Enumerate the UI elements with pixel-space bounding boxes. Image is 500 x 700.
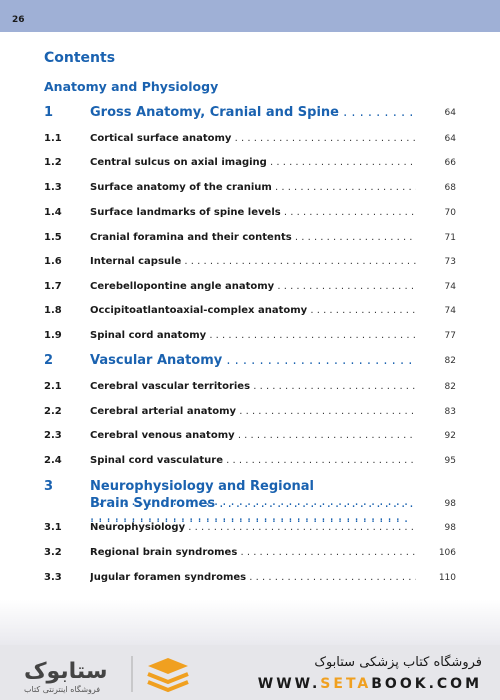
toc-title: Gross Anatomy, Cranial and Spine <box>90 105 339 120</box>
page-fade <box>0 600 500 645</box>
toc-number: 1.6 <box>44 256 62 267</box>
header-bar <box>0 0 500 32</box>
toc-page: 95 <box>444 456 456 466</box>
toc-number: 1.7 <box>44 281 62 292</box>
toc-number: 1.5 <box>44 232 62 243</box>
toc-entry[interactable] <box>44 131 456 147</box>
toc-title: Spinal cord anatomy <box>90 330 207 341</box>
toc-title: Cerebellopontine angle anatomy <box>90 281 275 292</box>
toc-page: 82 <box>444 382 456 392</box>
toc-page: 64 <box>444 134 456 144</box>
toc-title: Spinal cord vasculature <box>90 455 223 466</box>
url-suffix: BOOK.COM <box>371 676 482 692</box>
logo-mark: ستابوک <box>24 659 108 684</box>
toc-entry[interactable] <box>44 428 456 444</box>
toc-page: 73 <box>444 257 456 267</box>
section-heading: Anatomy and Physiology <box>44 79 219 94</box>
toc-number: 1.4 <box>44 207 62 218</box>
toc-chapter[interactable] <box>44 353 456 369</box>
toc-entry[interactable] <box>44 453 456 469</box>
toc-title: Jugular foramen syndromes <box>90 572 247 583</box>
setabook-logo <box>20 652 198 696</box>
toc-title: Surface anatomy of the cranium <box>90 182 272 193</box>
toc-page: 68 <box>444 183 456 193</box>
toc-page: 64 <box>444 108 456 118</box>
toc-title: Cerebral arterial anatomy <box>90 406 237 417</box>
toc-page: 71 <box>444 233 456 243</box>
toc-title: Cerebral venous anatomy <box>90 430 235 441</box>
toc-title-continued: Brain Syndromes <box>90 496 216 511</box>
toc-page: 66 <box>444 158 456 168</box>
toc-number: 2.2 <box>44 406 62 417</box>
toc-chapter[interactable] <box>44 105 456 121</box>
logo-subtext: فروشگاه اینترنتی کتاب <box>24 685 101 694</box>
toc-number: 1.9 <box>44 330 62 341</box>
toc-number: 1.1 <box>44 133 62 144</box>
toc-entry[interactable] <box>44 303 456 319</box>
toc-title: Internal capsule <box>90 256 182 267</box>
toc-number: 1 <box>44 105 54 120</box>
book-stack-icon <box>148 658 188 690</box>
toc-page: 74 <box>444 282 456 292</box>
toc-page: 77 <box>444 331 456 341</box>
toc-entry[interactable] <box>44 180 456 196</box>
toc-title: Regional brain syndromes <box>90 547 238 558</box>
toc-entry[interactable] <box>44 155 456 171</box>
toc-number: 2 <box>44 353 54 368</box>
toc-title: Surface landmarks of spine levels <box>90 207 281 218</box>
toc-title: Cerebral vascular territories <box>90 381 251 392</box>
toc-page: 110 <box>438 573 456 583</box>
toc-entry[interactable] <box>44 328 456 344</box>
toc-entry[interactable] <box>44 404 456 420</box>
toc-entry[interactable] <box>44 254 456 270</box>
toc-number: 2.3 <box>44 430 62 441</box>
toc-entry[interactable] <box>44 570 456 586</box>
contents-heading: Contents <box>44 50 116 66</box>
toc-title: Occipitoatlantoaxial-complex anatomy <box>90 305 308 316</box>
toc-page: 83 <box>444 407 456 417</box>
toc-number: 3.1 <box>44 522 62 533</box>
shop-name: فروشگاه کتاب پزشکی ستابوک <box>314 655 482 670</box>
toc-title: Neurophysiology and Regional <box>90 479 315 494</box>
toc-number: 1.2 <box>44 157 62 168</box>
toc-page: 98 <box>444 523 456 533</box>
toc-title: Central sulcus on axial imaging <box>90 157 267 168</box>
toc-page: 106 <box>438 548 456 558</box>
url-prefix: WWW. <box>257 676 321 692</box>
toc-number: 1.3 <box>44 182 62 193</box>
toc-number: 3 <box>44 479 54 494</box>
toc-entry[interactable] <box>44 379 456 395</box>
toc-chapter[interactable] <box>44 479 456 515</box>
url-highlight: SETA <box>320 676 372 692</box>
toc-page: 74 <box>444 306 456 316</box>
toc-entry[interactable] <box>44 205 456 221</box>
toc-title: Cortical surface anatomy <box>90 133 232 144</box>
shop-url[interactable] <box>258 676 482 692</box>
toc-number: 3.2 <box>44 547 62 558</box>
toc-number: 1.8 <box>44 305 62 316</box>
toc-number: 2.4 <box>44 455 62 466</box>
toc-number: 3.3 <box>44 572 62 583</box>
toc-title: Cranial foramina and their contents <box>90 232 292 243</box>
toc-entry[interactable] <box>44 520 456 536</box>
toc-entry[interactable] <box>44 545 456 561</box>
toc-title: Neurophysiology <box>90 522 186 533</box>
toc-entry[interactable] <box>44 279 456 295</box>
toc-number: 2.1 <box>44 381 62 392</box>
toc-page: 98 <box>444 499 456 509</box>
toc-title: Vascular Anatomy <box>90 353 223 368</box>
toc-page: 70 <box>444 208 456 218</box>
toc-page: 82 <box>444 356 456 366</box>
toc-page: 92 <box>444 431 456 441</box>
toc-entry[interactable] <box>44 230 456 246</box>
page-number: 26 <box>12 15 25 25</box>
